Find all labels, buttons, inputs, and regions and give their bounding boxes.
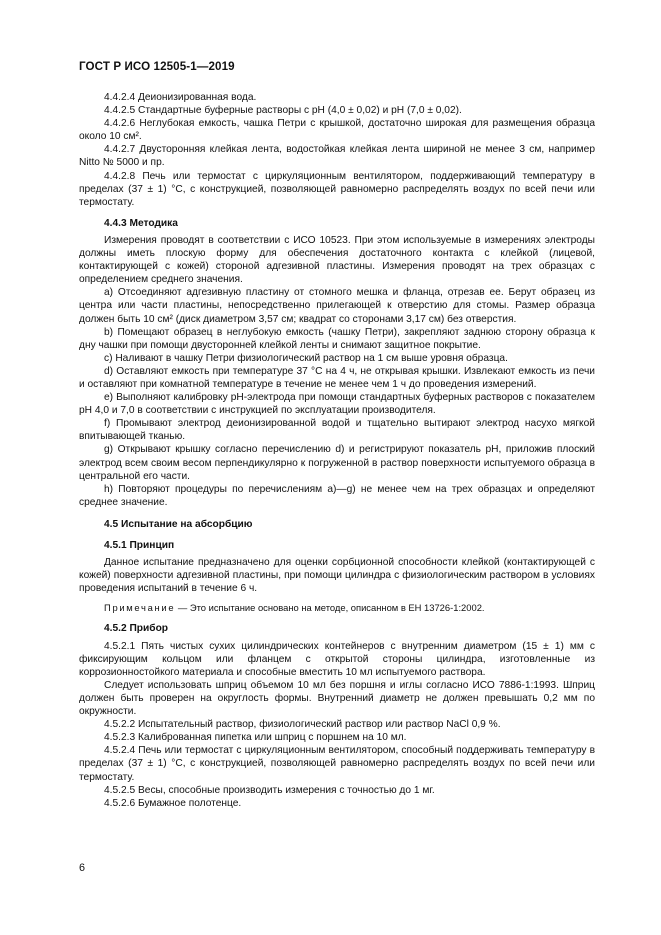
method-step-b: b) Помещают образец в неглубокую емкость (чашку Петри), закрепляют заднюю сторону образца к дну чашки при помощи двусторонней клейкой ленты и снимают защитное покрытие. [79, 326, 595, 351]
item-4-5-2-5: 4.5.2.5 Весы, способные производить измерения с точностью до 1 мг. [104, 784, 435, 796]
page-number: 6 [79, 862, 86, 874]
item-4-5-2-6: 4.5.2.6 Бумажное полотенце. [104, 797, 242, 809]
item-4-5-2-4: 4.5.2.4 Печь или термостат с циркуляционным вентилятором, способный поддерживать температуру в пределах (37 ± 1) °С, с конструкцией, позволяющей равномерно распределять воздух по всей печи или термостату. [79, 745, 595, 783]
method-step-d: d) Оставляют емкость при температуре 37 °С на 4 ч, не открывая крышки. Извлекают емкость из печи и оставляют при комнатной температуре в течение не менее чем 1 ч до проведения измерений. [79, 365, 595, 390]
syringe-paragraph: Следует использовать шприц объемом 10 мл без поршня и иглы согласно ИСО 7886-1:1993. Шприц должен быть проверен на округлость формы. Внутренний диаметр не должен превышать 0,2 мм по окружности. [79, 679, 595, 718]
note-label: Примечание [104, 602, 176, 614]
item-4-5-2-2: 4.5.2.2 Испытательный раствор, физиологический раствор или раствор NaCl 0,9 %. [104, 719, 501, 731]
method-step-c: с) Наливают в чашку Петри физиологический раствор на 1 см выше уровня образца. [104, 352, 508, 364]
item-4-4-2-7: 4.4.2.7 Двусторонняя клейкая лента, водостойкая клейкая лента шириной не менее 3 см, например Nitto № 5000 и пр. [79, 144, 595, 169]
item-4-4-2-4: 4.4.2.4 Деионизированная вода. [104, 92, 257, 103]
method-step-h: h) Повторяют процедуры по перечислениям а)—g) не менее чем на трех образцах и определяют среднее значение. [79, 483, 595, 508]
method-step-g: g) Открывают крышку согласно перечислению d) и регистрируют показатель рН, приложив плоский электрод всем своим весом перпендикулярно к погруженной в раствор поверхности испытуемого образца в центральной его части. [79, 444, 595, 482]
section-4-5-2-title: 4.5.2 Прибор [104, 623, 169, 635]
method-step-f: f) Промывают электрод деионизированной водой и тщательно вытирают электрод насухо мягкой впитывающей тканью. [79, 418, 595, 443]
item-4-4-2-5: 4.4.2.5 Стандартные буферные растворы с рН (4,0 ± 0,02) и рН (7,0 ± 0,02). [104, 105, 462, 117]
principle-text: Данное испытание предназначено для оценки сорбционной способности клейкой (контактирующей с кожей) поверхности адгезивной пластины, при помощи цилиндра с физиологическим раствором в условиях проведения испытаний в течение 6 ч. [79, 557, 595, 595]
standard-header: ГОСТ Р ИСО 12505-1—2019 [79, 60, 235, 73]
item-4-5-2-1: 4.5.2.1 Пять чистых сухих цилиндрических контейнеров с внутренним диаметром (15 ± 1) мм с фиксирующим кольцом или фланцем с открытой стороны цилиндра, изготовленные из коррозионностойкого материала и способные вместить 10 мл испытуемого раствора. [79, 640, 595, 678]
item-4-5-2-3: 4.5.2.3 Калиброванная пипетка или шприц с поршнем на 10 мл. [104, 732, 407, 744]
section-4-4-3-title: 4.4.3 Методика [104, 217, 178, 229]
page-content [79, 91, 595, 810]
item-4-4-2-8: 4.4.2.8 Печь или термостат с циркуляционным вентилятором, поддерживающий температуру в пределах (37 ± 1) °С, с конструкцией, позволяющей равномерно распределять воздух по всей печи или термостату. [79, 170, 595, 208]
section-4-5-1-title: 4.5.1 Принцип [104, 540, 175, 551]
method-intro: Измерения проводят в соответствии с ИСО 10523. При этом используемые в измерениях электроды должны иметь плоскую форму для обеспечения достаточного контакта с клейкой (лицевой, контактирующей с кожей) стороной адгезивной пластины. Измерения проводят на трех образцах с определением среднего значения. [79, 234, 595, 286]
method-step-e: е) Выполняют калибровку рН-электрода при помощи стандартных буферных растворов с показателем рН 4,0 и 7,0 в соответствии с инструкцией по эксплуатации производителя. [79, 392, 595, 417]
section-4-5-title: 4.5 Испытание на абсорбцию [104, 518, 253, 530]
item-4-4-2-6: 4.4.2.6 Неглубокая емкость, чашка Петри с крышкой, достаточно широкая для размещения образца около 10 см². [79, 118, 595, 143]
note [104, 601, 595, 614]
note-text: — Это испытание основано на методе, описанном в ЕН 13726-1:2002. [175, 602, 485, 614]
method-step-a: а) Отсоединяют адгезивную пластину от стомного мешка и фланца, отрезав ее. Берут образец из центра или части пластины, непосредственно прилегающей к отверстию для стомы. Размер образца должен быть 10 см² (диск диаметром 3,57 см; квадрат со сторонами 3,17 см) без отверстия. [79, 287, 595, 325]
